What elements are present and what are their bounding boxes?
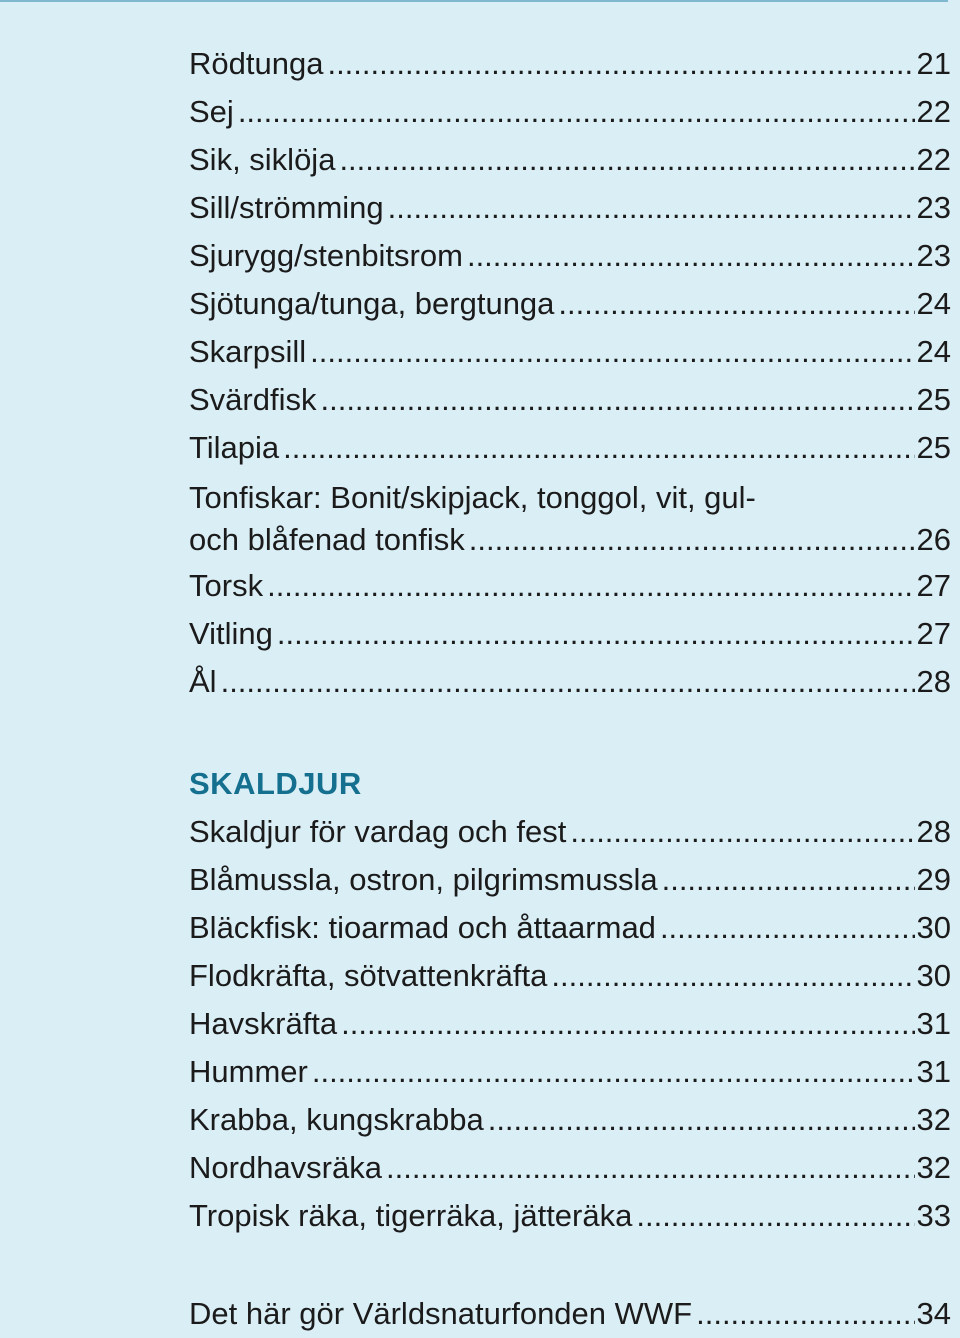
toc-leader-dots [551, 952, 914, 1000]
toc-leader-dots [339, 136, 914, 184]
toc-leader-dots [277, 610, 915, 658]
fish-list-continued [189, 562, 951, 706]
toc-leader-dots [467, 232, 915, 280]
toc-entry-page: 26 [916, 522, 951, 557]
toc-entry[interactable] [189, 376, 951, 424]
toc-entry-page: 33 [916, 1198, 951, 1233]
toc-entry-title: Sej [189, 94, 234, 129]
toc-entry[interactable] [189, 136, 951, 184]
toc-entry-page: 23 [916, 238, 951, 273]
toc-entry[interactable] [189, 658, 951, 706]
toc-entry-title: Tilapia [189, 430, 280, 465]
toc-entry-page: 32 [916, 1102, 951, 1137]
toc-entry-page: 25 [916, 382, 951, 417]
toc-leader-dots [320, 376, 914, 424]
toc-entry-title: Tropisk räka, tigerräka, jätteräka [189, 1198, 633, 1233]
toc-entry-page: 25 [916, 430, 951, 465]
toc-entry-title: Blåmussla, ostron, pilgrimsmussla [189, 862, 658, 897]
toc-leader-dots [312, 1048, 915, 1096]
toc-entry-page: 22 [916, 94, 951, 129]
toc-entry-title: Skarpsill [189, 334, 307, 369]
section-heading-skaldjur: SKALDJUR [189, 766, 362, 801]
toc-entry[interactable] [189, 952, 951, 1000]
toc-entry[interactable] [189, 40, 951, 88]
toc-leader-dots [221, 658, 915, 706]
toc-entry-page: 28 [916, 814, 951, 849]
toc-entry-page: 32 [916, 1150, 951, 1185]
toc-entry-page: 27 [916, 568, 951, 603]
toc-entry[interactable] [189, 1000, 951, 1048]
toc-entry[interactable] [189, 88, 951, 136]
toc-entry[interactable] [189, 808, 951, 856]
toc-entry-title: Hummer [189, 1054, 308, 1089]
toc-entry-title: Havskräfta [189, 1006, 338, 1041]
toc-entry-title-line2: och blåfenad tonfisk [189, 522, 465, 557]
toc-leader-dots [662, 856, 915, 904]
toc-entry-wwf[interactable] [189, 1290, 951, 1338]
toc-leader-dots [310, 328, 914, 376]
toc-entry-title: Svärdfisk [189, 382, 317, 417]
toc-entry-page: 27 [916, 616, 951, 651]
toc-leader-dots [238, 88, 915, 136]
toc-entry[interactable] [189, 856, 951, 904]
toc-entry[interactable] [189, 424, 951, 472]
toc-leader-dots [386, 1144, 915, 1192]
toc-entry-title: Rödtunga [189, 46, 324, 81]
toc-leader-dots [327, 40, 914, 88]
toc-leader-dots [388, 184, 915, 232]
toc-entry[interactable] [189, 328, 951, 376]
toc-entry[interactable] [189, 232, 951, 280]
toc-leader-dots [570, 808, 914, 856]
toc-entry-title: Flodkräfta, sötvattenkräfta [189, 958, 548, 993]
toc-entry-title: Sik, siklöja [189, 142, 336, 177]
toc-leader-dots [696, 1290, 914, 1338]
table-of-contents [189, 40, 951, 1338]
toc-entry-title: Torsk [189, 568, 264, 603]
toc-entry-title: Det här gör Världsnaturfonden WWF [189, 1296, 693, 1331]
toc-entry-tonfisk[interactable] [189, 472, 951, 562]
toc-entry-title: Ål [189, 664, 217, 699]
toc-entry[interactable] [189, 1096, 951, 1144]
toc-entry[interactable] [189, 184, 951, 232]
toc-entry[interactable] [189, 610, 951, 658]
toc-entry-page: 29 [916, 862, 951, 897]
toc-entry-title: Sjurygg/stenbitsrom [189, 238, 463, 273]
toc-entry-title: Bläckfisk: tioarmad och åttaarmad [189, 910, 656, 945]
toc-entry-title: Sjötunga/tunga, bergtunga [189, 286, 555, 321]
toc-leader-dots [341, 1000, 914, 1048]
toc-entry[interactable] [189, 904, 951, 952]
toc-entry[interactable] [189, 1144, 951, 1192]
toc-entry-page: 28 [916, 664, 951, 699]
toc-leader-dots [636, 1192, 914, 1240]
toc-entry-page: 30 [916, 958, 951, 993]
toc-entry-page: 31 [916, 1006, 951, 1041]
top-rule [0, 0, 948, 2]
toc-entry-title-line1: Tonfiskar: Bonit/skipjack, tonggol, vit, gul- [189, 480, 756, 515]
toc-entry [189, 520, 951, 562]
toc-entry-page: 31 [916, 1054, 951, 1089]
fish-list [189, 40, 951, 472]
toc-leader-dots [283, 424, 914, 472]
toc-entry-title: Krabba, kungskrabba [189, 1102, 484, 1137]
skaldjur-list [189, 808, 951, 1240]
toc-entry-title: Nordhavsräka [189, 1150, 382, 1185]
toc-leader-dots [488, 1096, 915, 1144]
toc-leader-dots [660, 904, 915, 952]
toc-entry[interactable] [189, 280, 951, 328]
toc-entry-page: 30 [916, 910, 951, 945]
toc-entry-page: 21 [916, 46, 951, 81]
toc-entry[interactable] [189, 1192, 951, 1240]
toc-entry-page: 34 [916, 1296, 951, 1331]
toc-entry-page: 24 [916, 286, 951, 321]
toc-entry-title: Vitling [189, 616, 273, 651]
toc-entry[interactable] [189, 1048, 951, 1096]
toc-entry-page: 22 [916, 142, 951, 177]
toc-entry[interactable] [189, 562, 951, 610]
toc-entry-page: 24 [916, 334, 951, 369]
toc-entry-title: Sill/strömming [189, 190, 384, 225]
toc-leader-dots [558, 280, 914, 328]
toc-leader-dots [469, 520, 915, 560]
toc-leader-dots [267, 562, 914, 610]
toc-entry-title: Skaldjur för vardag och fest [189, 814, 567, 849]
toc-entry-page: 23 [916, 190, 951, 225]
